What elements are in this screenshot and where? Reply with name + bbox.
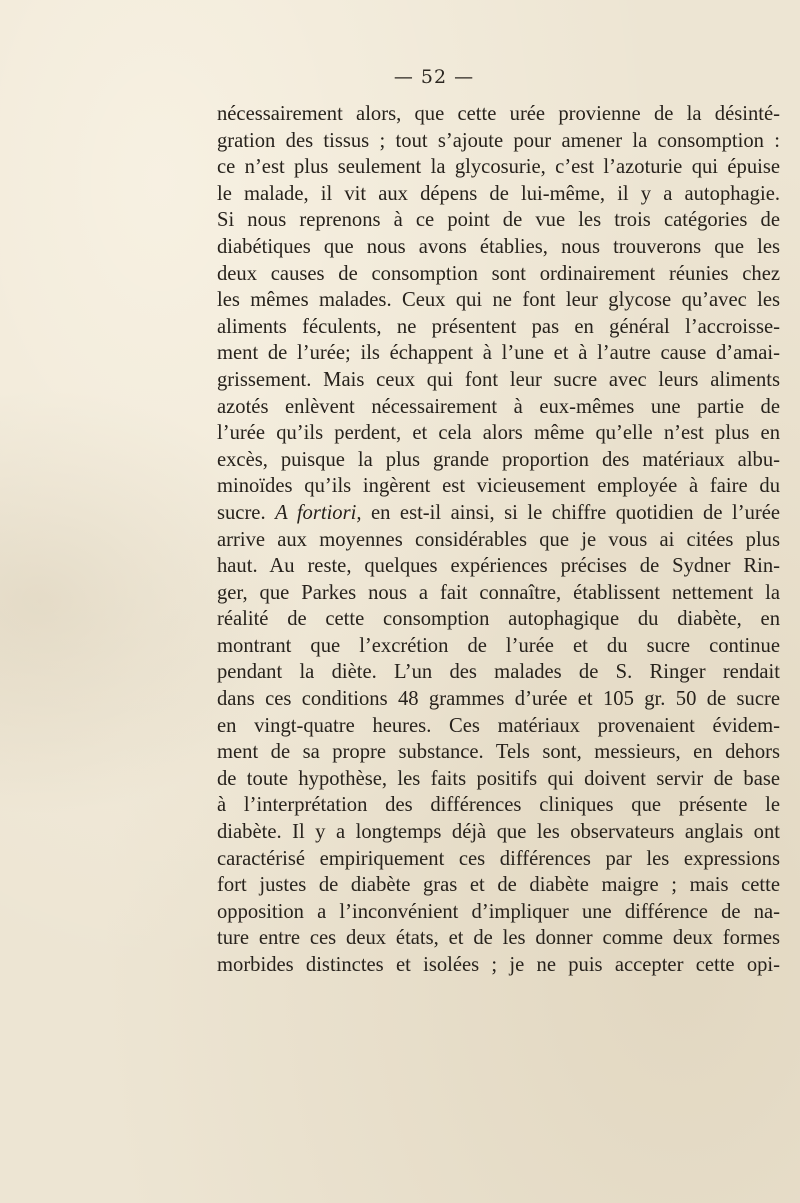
text-line: ment de sa propre substance. Tels sont, messieurs, en dehors xyxy=(217,741,780,764)
text-line-fortiori xyxy=(217,500,780,527)
text-line: dans ces conditions 48 grammes d’urée et 105 gr. 50 de sucre xyxy=(217,688,780,711)
text-fragment: en est-il ainsi, si le chiffre quotidien de l’urée xyxy=(361,501,781,524)
text-line: nécessairement alors, que cette urée provienne de la désinté- xyxy=(217,103,780,125)
text-line: ture entre ces deux états, et de les donner comme deux formes xyxy=(217,927,780,950)
text-line: en vingt-quatre heures. Ces matériaux provenaient évidem- xyxy=(217,714,780,737)
text-line: montrant que l’excrétion de l’urée et du sucre continue xyxy=(217,634,780,657)
text-line: morbides distinctes et isolées ; je ne puis accepter cette opi- xyxy=(217,954,780,976)
page-number: — 52 — xyxy=(393,66,475,88)
text-line: Si nous reprenons à ce point de vue les trois catégories de xyxy=(217,209,780,232)
text-line: ger, que Parkes nous a fait connaître, établissent nettement la xyxy=(217,581,780,604)
text-line: gration des tissus ; tout s’ajoute pour amener la consomption : xyxy=(217,129,780,152)
text-line: azotés enlèvent nécessairement à eux-mêmes une partie de xyxy=(217,395,780,418)
text-line: haut. Au reste, quelques expériences précises de Sydner Rin- xyxy=(217,555,780,578)
text-line: grissement. Mais ceux qui font leur sucre avec leurs aliments xyxy=(217,368,780,391)
text-line: ce n’est plus seulement la glycosurie, c’est l’azoturie qui épuise xyxy=(217,156,780,179)
text-line: excès, puisque la plus grande proportion des matériaux albu- xyxy=(217,448,780,471)
text-line: les mêmes malades. Ceux qui ne font leur glycose qu’avec les xyxy=(217,289,780,312)
text-line: diabète. Il y a longtemps déjà que les observateurs anglais ont xyxy=(217,821,780,844)
text-line: caractérisé empiriquement ces différences par les expressions xyxy=(217,847,780,870)
text-line: aliments féculents, ne présentent pas en général l’accroisse- xyxy=(217,315,780,338)
text-line: pendant la diète. L’un des malades de S. Ringer rendait xyxy=(217,661,780,684)
text-line: le malade, il vit aux dépens de lui-même, il y a autophagie. xyxy=(217,182,780,205)
text-line: deux causes de consomption sont ordinairement réunies chez xyxy=(217,262,780,285)
italic-phrase: A fortiori, xyxy=(275,501,362,524)
text-fragment: sucre. xyxy=(217,501,276,524)
body-text xyxy=(217,101,780,979)
text-line: arrive aux moyennes considérables que je vous ai citées plus xyxy=(217,528,780,551)
text-line: opposition a l’inconvénient d’impliquer une différence de na- xyxy=(217,900,780,923)
text-line: fort justes de diabète gras et de diabète maigre ; mais cette xyxy=(217,874,780,897)
text-line: réalité de cette consomption autophagique du diabète, en xyxy=(217,608,780,631)
text-line: ment de l’urée; ils échappent à l’une et à l’autre cause d’amai- xyxy=(217,342,780,365)
text-line: de toute hypothèse, les faits positifs qui doivent servir de base xyxy=(217,767,780,790)
text-line: à l’interprétation des différences cliniques que présente le xyxy=(217,794,780,817)
text-line: minoïdes qu’ils ingèrent est vicieusement employée à faire du xyxy=(217,475,780,498)
text-line: l’urée qu’ils perdent, et cela alors même qu’elle n’est plus en xyxy=(217,422,780,445)
text-line: diabétiques que nous avons établies, nous trouverons que les xyxy=(217,235,780,258)
